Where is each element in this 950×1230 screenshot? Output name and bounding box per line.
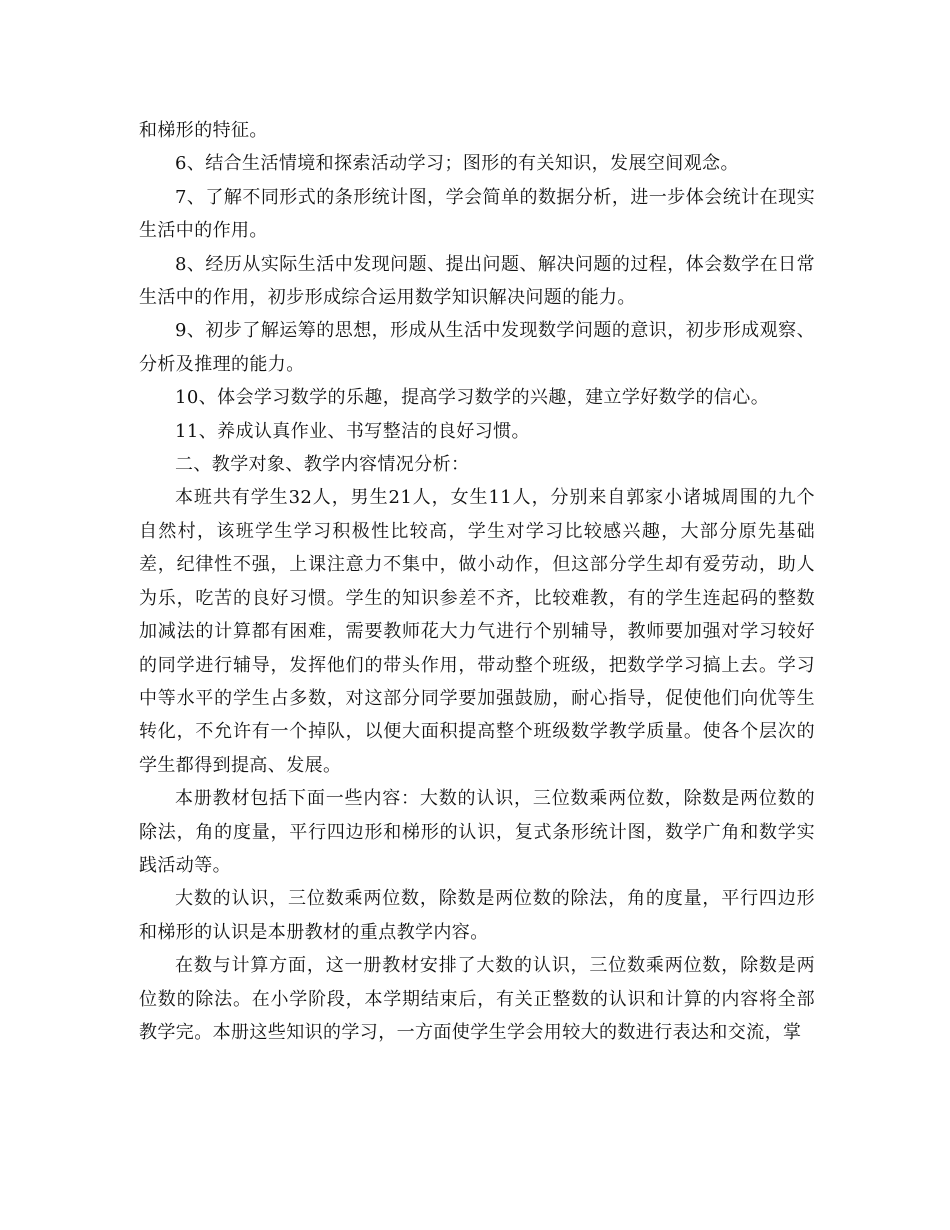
section-heading: 二、教学对象、教学内容情况分析： (175, 454, 470, 476)
paragraph-2: 6、结合生活情境和探索活动学习；图形的有关知识，发展空间观念。 (175, 153, 739, 175)
paragraph-class-analysis: 本班共有学生32人，男生21人，女生11人，分别来自郭家小诸城周围的九个自然村，该班学生学习积极性比较高，学生对学习比较感兴趣，大部分原先基础差，纪律性不强，上课注意力不集中，做小动作，但这部分学生却有爱劳动，助人为乐，吃苦的良好习惯。学生的知识参差不齐，比较难教，有的学生连起码的整数加减法的计算都有困难，需要教师花大力气进行个别辅导，教师要加强对学习较好的同学进行辅导，发挥他们的带头作用，带动整个班级，把数学学习搞上去。学习中等水平的学生占多数，对这部分同学要加强鼓励，耐心指导，促使他们向优等生转化，不允许有一个掉队，以便大面积提高整个班级数学教学质量。使各个层次的学生都得到提高、发展。 (139, 487, 815, 776)
paragraph-3: 7、了解不同形式的条形统计图，学会简单的数据分析，进一步体会统计在现实生活中的作用。 (139, 186, 815, 242)
paragraph-calculation: 在数与计算方面，这一册教材安排了大数的认识，三位数乘两位数，除数是两位数的除法。在小学阶段，本学期结束后，有关正整数的认识和计算的内容将全部教学完。本册这些知识的学习，一方面使学生学会用较大的数进行表达和交流，掌 (139, 955, 815, 1043)
paragraph-5: 9、初步了解运筹的思想，形成从生活中发现数学问题的意识，初步形成观察、分析及推理的能力。 (139, 320, 815, 375)
paragraph-1: 和梯形的特征。 (139, 120, 268, 141)
paragraph-7: 11、养成认真作业、书写整洁的良好习惯。 (175, 420, 530, 442)
paragraph-6: 10、体会学习数学的乐趣，提高学习数学的兴趣，建立学好数学的信心。 (175, 387, 770, 409)
paragraph-key-content: 大数的认识，三位数乘两位数，除数是两位数的除法，角的度量，平行四边形和梯形的认识是本册教材的重点教学内容。 (139, 888, 815, 943)
paragraph-4: 8、经历从实际生活中发现问题、提出问题、解决问题的过程，体会数学在日常生活中的作用，初步形成综合运用数学知识解决问题的能力。 (139, 253, 815, 309)
document-body (139, 114, 815, 1049)
paragraph-textbook-content: 本册教材包括下面一些内容：大数的认识，三位数乘两位数，除数是两位数的除法，角的度量，平行四边形和梯形的认识，复式条形统计图，数学广角和数学实践活动等。 (139, 788, 815, 876)
